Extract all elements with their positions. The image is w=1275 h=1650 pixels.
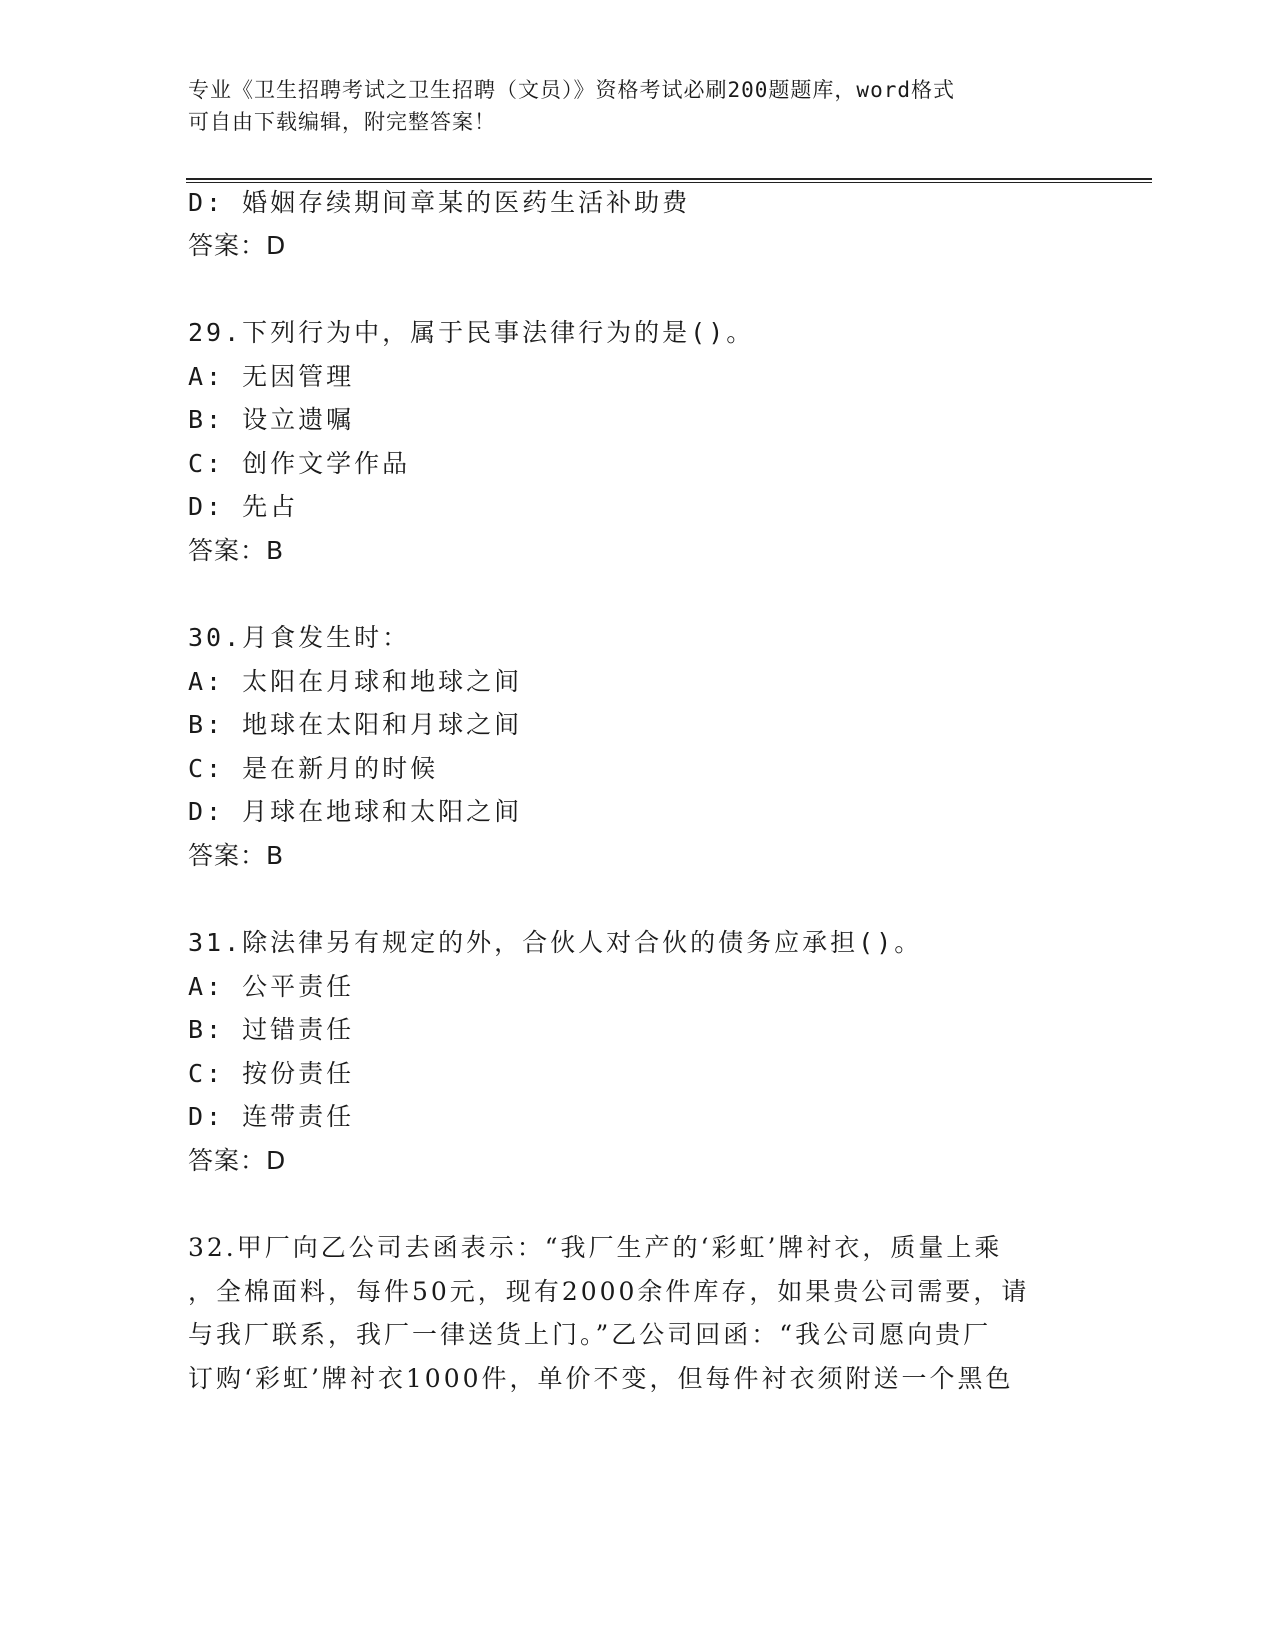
prev-question-option-d: D: 婚姻存续期间章某的医药生活补助费	[188, 188, 691, 217]
question-32-line-1: 32.甲厂向乙公司去函表示：“我厂生产的‘彩虹’牌衬衣，质量上乘	[188, 1233, 1003, 1262]
question-31-stem: 31.除法律另有规定的外，合伙人对合伙的债务应承担()。	[188, 928, 923, 957]
page-header	[188, 74, 1088, 138]
question-31-answer: 答案：D	[188, 1146, 287, 1175]
question-31-option-d: D: 连带责任	[188, 1102, 355, 1131]
question-29-option-d: D: 先占	[188, 492, 299, 521]
prev-question-answer: 答案：D	[188, 231, 287, 260]
question-29-option-c: C: 创作文学作品	[188, 449, 411, 478]
header-title-line-2: 可自由下载编辑，附完整答案！	[188, 110, 496, 134]
question-30-stem: 30.月食发生时：	[188, 623, 411, 652]
question-32-line-2: ，全棉面料，每件50元，现有2000余件库存，如果贵公司需要，请	[188, 1277, 1030, 1306]
question-32-line-4: 订购‘彩虹’牌衬衣1000件，单价不变，但每件衬衣须附送一个黑色	[188, 1364, 1014, 1393]
question-29-stem: 29.下列行为中，属于民事法律行为的是()。	[188, 318, 755, 347]
header-divider	[186, 178, 1152, 183]
question-31-option-a: A: 公平责任	[188, 972, 355, 1001]
question-29-answer: 答案：B	[188, 536, 285, 565]
question-29-option-a: A: 无因管理	[188, 362, 355, 391]
question-30-option-c: C: 是在新月的时候	[188, 754, 439, 783]
question-30-option-d: D: 月球在地球和太阳之间	[188, 797, 523, 826]
question-32-line-3: 与我厂联系，我厂一律送货上门。”乙公司回函：“我公司愿向贵厂	[188, 1320, 992, 1349]
header-title-line-1: 专业《卫生招聘考试之卫生招聘（文员）》资格考试必刷200题题库，word格式	[188, 78, 955, 102]
question-30-option-b: B: 地球在太阳和月球之间	[188, 710, 523, 739]
question-30-answer: 答案：B	[188, 841, 285, 870]
question-31-option-c: C: 按份责任	[188, 1059, 355, 1088]
question-30-option-a: A: 太阳在月球和地球之间	[188, 667, 523, 696]
question-31-option-b: B: 过错责任	[188, 1015, 355, 1044]
question-29-option-b: B: 设立遗嘱	[188, 405, 355, 434]
